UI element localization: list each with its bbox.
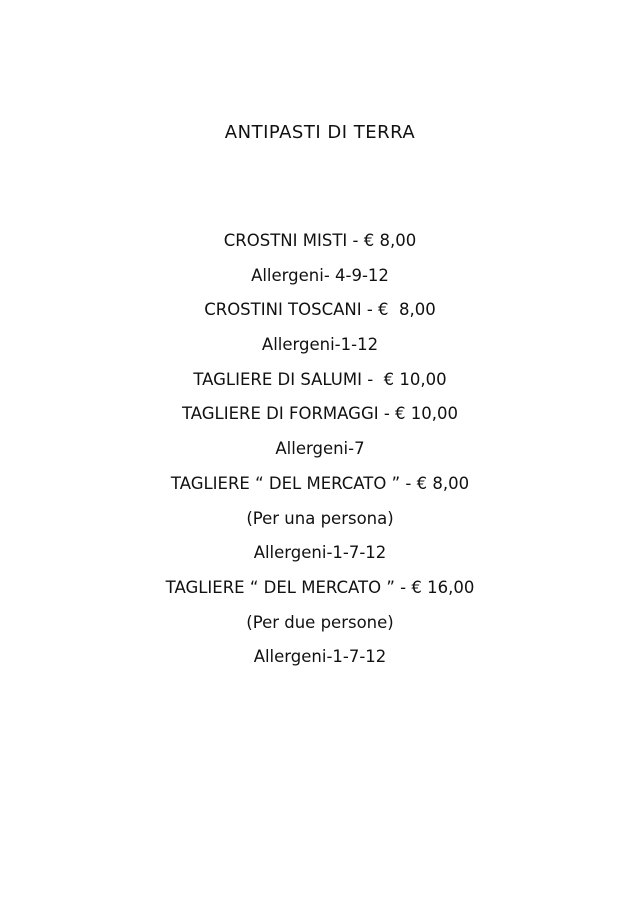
section-title: ANTIPASTI DI TERRA (224, 122, 416, 143)
menu-item-tagliere-salumi: TAGLIERE DI SALUMI - € 10,00 (193, 369, 447, 389)
serving-note: (Per una persona) (246, 508, 394, 528)
menu-list (0, 228, 640, 679)
allergen-note: Allergeni-1-12 (261, 335, 379, 355)
allergen-note: Allergeni- 4-9-12 (251, 265, 389, 285)
menu-item-tagliere-mercato-double: TAGLIERE “ DEL MERCATO ” - € 16,00 (165, 577, 475, 597)
serving-note: (Per due persone) (246, 612, 394, 632)
allergen-note: Allergeni-1-7-12 (253, 543, 387, 563)
menu-item-tagliere-mercato-single: TAGLIERE “ DEL MERCATO ” - € 8,00 (170, 473, 470, 493)
menu-item-tagliere-formaggi: TAGLIERE DI FORMAGGI - € 10,00 (181, 404, 459, 424)
menu-item-crostini-misti: CROSTNI MISTI - € 8,00 (223, 231, 417, 250)
allergen-note: Allergeni-7 (275, 439, 365, 459)
menu-item-crostini-toscani: CROSTINI TOSCANI - € 8,00 (204, 300, 436, 320)
allergen-note: Allergeni-1-7-12 (253, 647, 387, 667)
